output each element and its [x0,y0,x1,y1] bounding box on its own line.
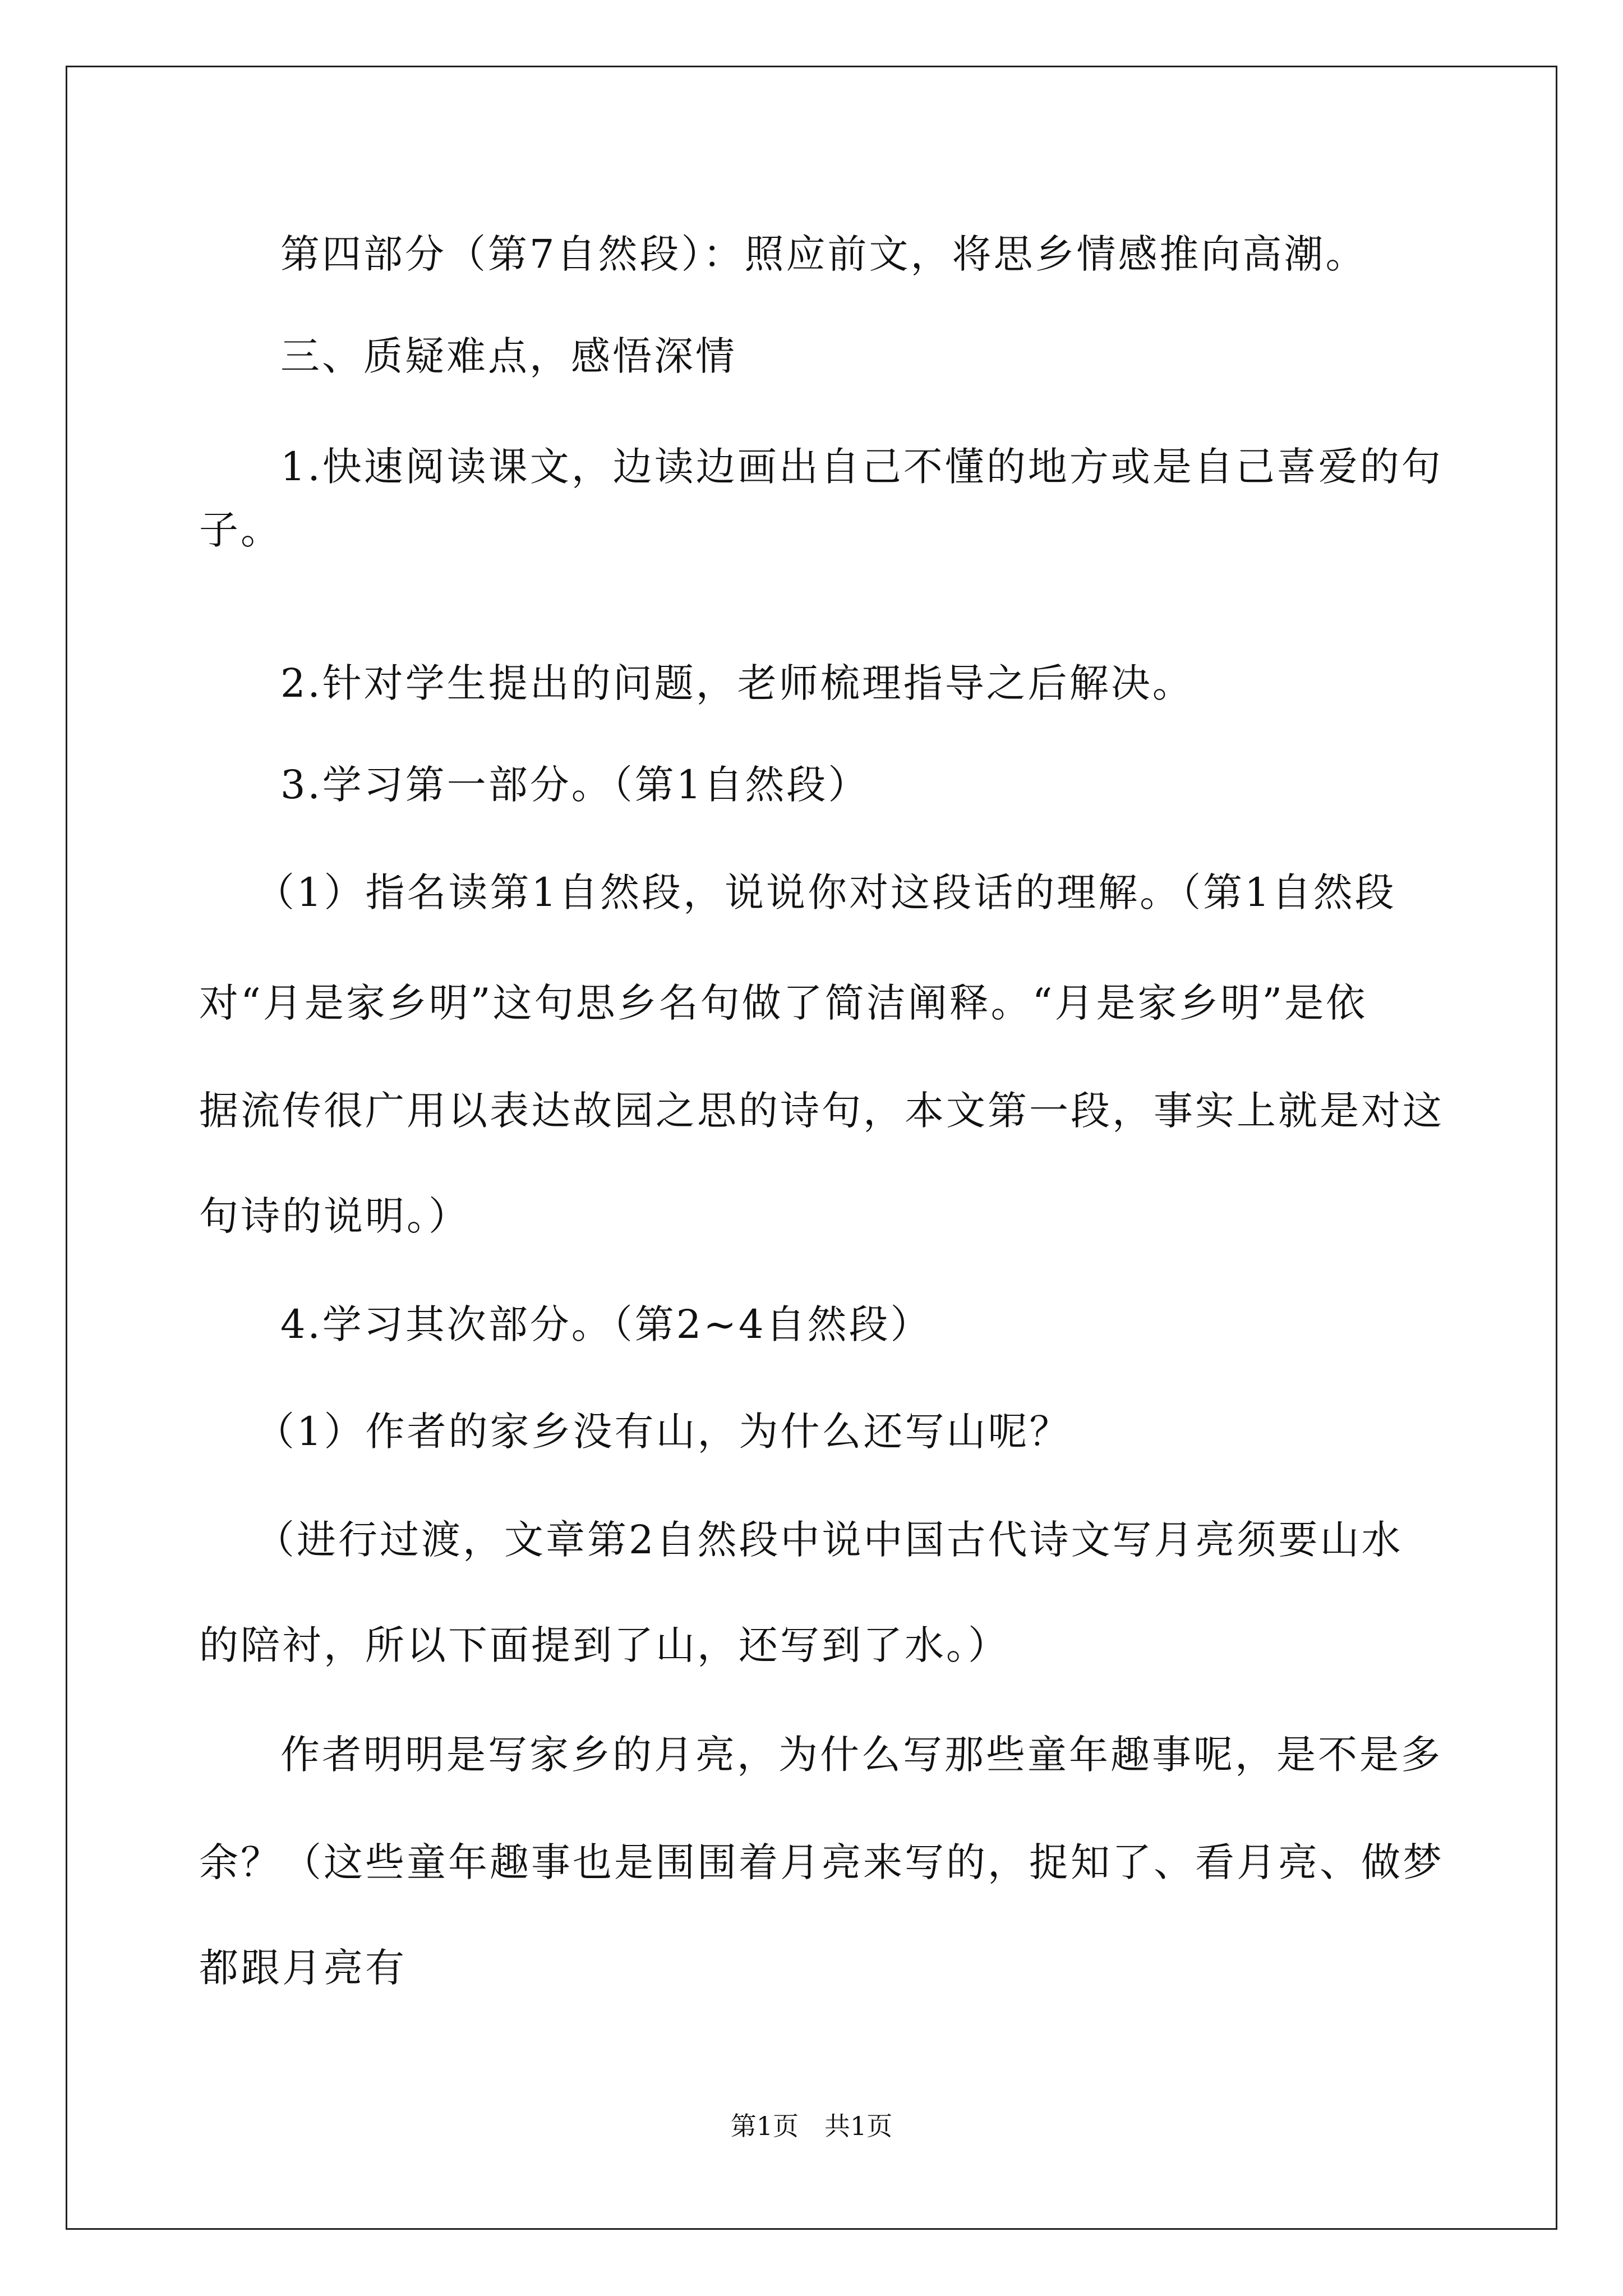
text-line: 子。 [199,507,282,553]
text-line: 2.针对学生提出的问题，老师梳理指导之后解决。 [280,660,1194,706]
text-line: 1.快速阅读课文，边读边画出自己不懂的地方或是自己喜爱的句 [280,444,1443,490]
section-heading: 三、质疑难点，感悟深情 [280,333,737,379]
page-border [66,66,1557,2230]
text-line: 句诗的说明。） [199,1193,470,1239]
text-line: 对“月是家乡明”这句思乡名句做了简洁阐释。“月是家乡明”是依 [199,980,1368,1026]
text-line: 第四部分（第7自然段）：照应前文，将思乡情感推向高潮。 [280,231,1367,277]
text-line: 3.学习第一部分。（第1自然段） [280,762,870,808]
text-line: 都跟月亮有 [199,1945,407,1991]
text-line: 4.学习其次部分。（第2~4自然段） [280,1301,932,1347]
text-line: （1）作者的家乡没有山，为什么还写山呢？ [255,1409,1071,1455]
text-line: 据流传很广用以表达故园之思的诗句，本文第一段，事实上就是对这 [199,1088,1444,1134]
text-line: 作者明明是写家乡的月亮，为什么写那些童年趣事呢，是不是多 [280,1732,1442,1778]
text-line: 余？（这些童年趣事也是围围着月亮来写的，捉知了、看月亮、做梦 [199,1839,1444,1885]
page-number-footer: 第1页 共1页 [730,2111,893,2141]
text-line: （1）指名读第1自然段，说说你对这段话的理解。（第1自然段 [255,869,1396,915]
text-line: （进行过渡，文章第2自然段中说中国古代诗文写月亮须要山水 [255,1517,1403,1563]
text-line: 的陪衬，所以下面提到了山，还写到了水。） [199,1622,1009,1668]
